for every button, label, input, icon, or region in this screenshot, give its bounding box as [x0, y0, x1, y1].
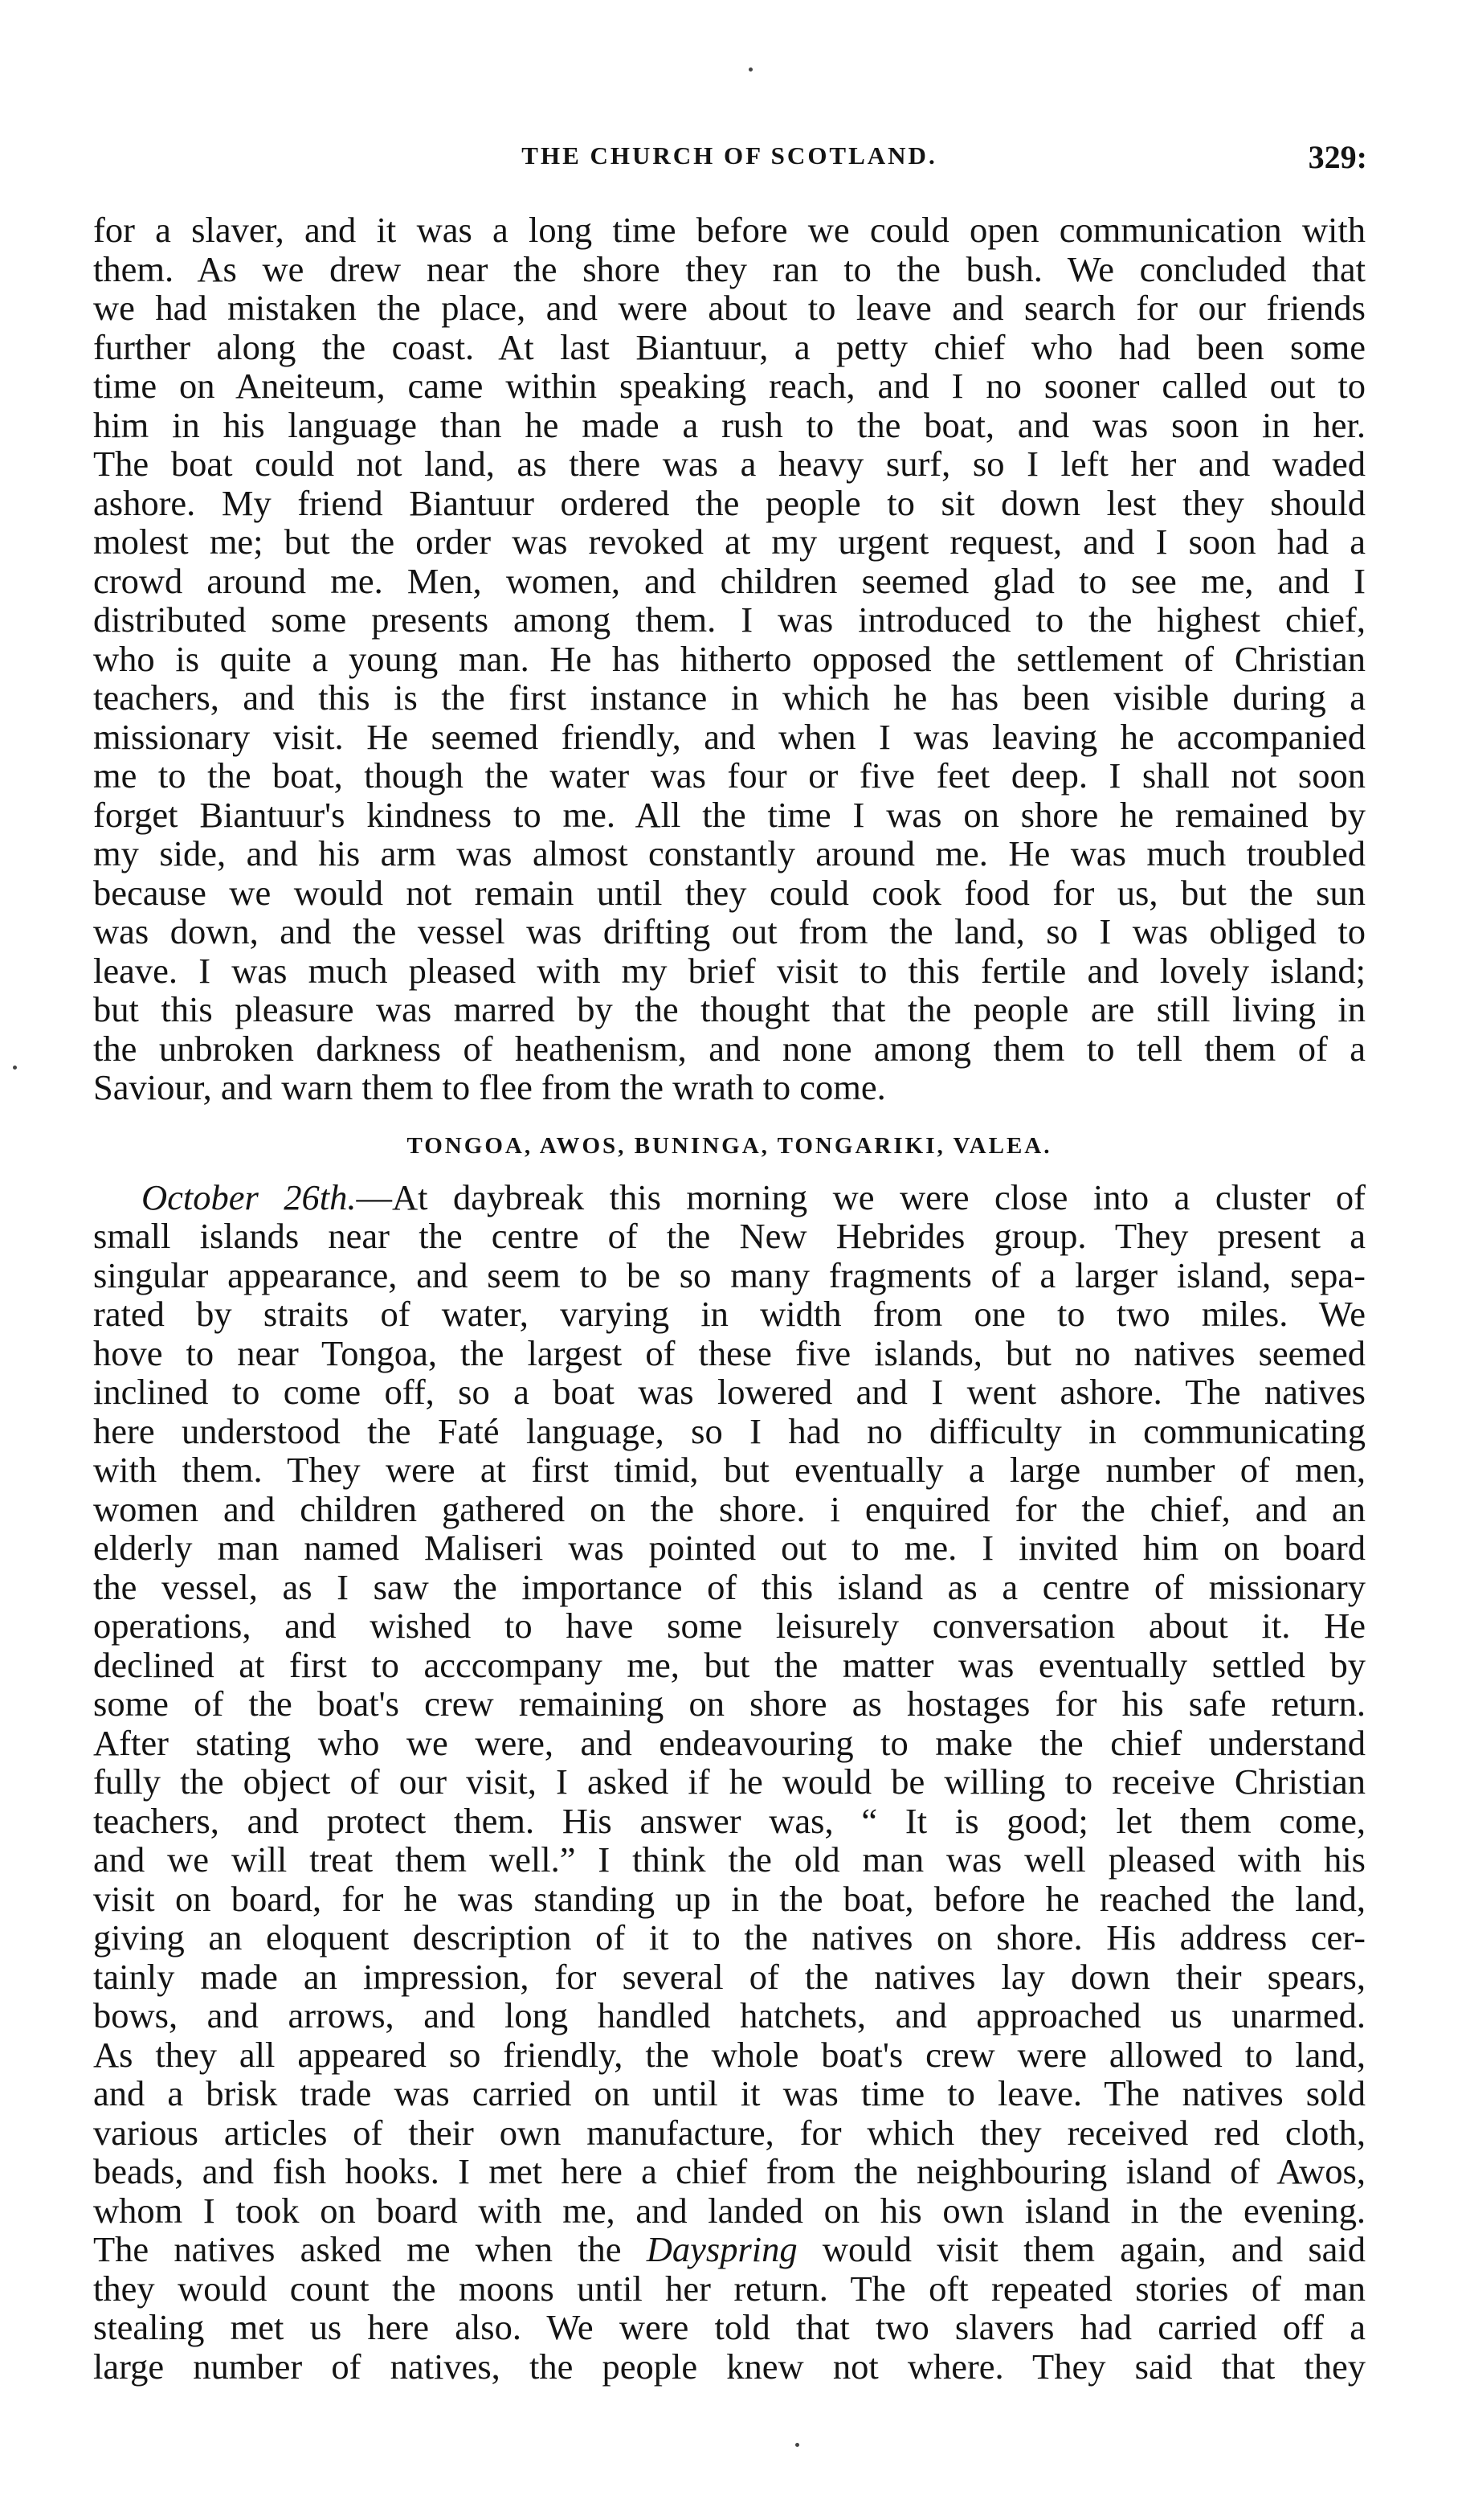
text-line: tainly made an impression, for several of the natives lay down their spears, [93, 1956, 1366, 1997]
text-line: some of the boat's crew remaining on shore as hostages for his safe return. [93, 1683, 1366, 1724]
section-heading: TONGOA, AWOS, BUNINGA, TONGARIKI, VALEA. [406, 1132, 1052, 1159]
text-line: bows, and arrows, and long handled hatchets, and approached us unarmed. [93, 1995, 1366, 2035]
text-line: large number of natives, the people knew not where. They said that they [93, 2346, 1366, 2387]
text-line: the unbroken darkness of heathenism, and none among them to tell them of a [93, 1028, 1366, 1069]
text-line: distributed some presents among them. I was introduced to the highest chief, [93, 599, 1366, 640]
text-line: various articles of their own manufacture, for which they received red cloth, [93, 2112, 1366, 2153]
text-run: would visit them again, and said [797, 2229, 1366, 2269]
printing-speck-top [749, 68, 753, 72]
text-line: for a slaver, and it was a long time before we could open communication with [93, 210, 1366, 250]
text-line-first [93, 1178, 1366, 1217]
text-line: fully the object of our visit, I asked if he would be willing to receive Christian [93, 1761, 1366, 1802]
text-line: singular appearance, and seem to be so many fragments of a larger island, sepa- [93, 1254, 1366, 1295]
text-run: —At daybreak this morning we were close into a cluster of [356, 1176, 1366, 1217]
text-line: because we would not remain until they could cook food for us, but the sun [93, 872, 1366, 913]
body-text [93, 211, 1366, 2386]
paragraph-october [93, 1178, 1366, 2387]
text-line: As they all appeared so friendly, the whole boat's crew were allowed to land, [93, 2034, 1366, 2075]
text-line: but this pleasure was marred by the thought that the people are still living in [93, 989, 1366, 1029]
text-line: and we will treat them well.” I think the old man was well pleased with his [93, 1839, 1366, 1880]
text-line: Saviour, and warn them to flee from the wrath to come. [93, 1067, 886, 1107]
printing-speck-left [13, 1066, 17, 1070]
text-line: declined at first to acccompany me, but the matter was eventually settled by [93, 1644, 1366, 1685]
text-line: we had mistaken the place, and were about to leave and search for our friends [93, 288, 1366, 328]
text-run: The natives asked me when the [93, 2229, 647, 2269]
text-line: who is quite a young man. He has hitherto opposed the settlement of Christian [93, 638, 1366, 679]
text-line: leave. I was much pleased with my brief visit to this fertile and lovely island; [93, 950, 1366, 991]
text-line: me to the boat, though the water was four or five feet deep. I shall not soon [93, 755, 1366, 796]
text-line: visit on board, for he was standing up in the boat, before he reached the land, [93, 1878, 1366, 1919]
ship-name: Dayspring [646, 2229, 798, 2269]
text-line: further along the coast. At last Biantuur, a petty chief who had been some [93, 326, 1366, 367]
running-head: THE CHURCH OF SCOTLAND. [521, 141, 937, 170]
text-line: elderly man named Maliseri was pointed out to me. I invited him on board [93, 1528, 1366, 1568]
paragraph-continued [93, 211, 1366, 1107]
printing-speck-bottom [795, 2443, 799, 2447]
text-line: beads, and fish hooks. I met here a chief from the neighbouring island of Awos, [93, 2151, 1366, 2191]
text-line: them. As we drew near the shore they ran to the bush. We concluded that [93, 248, 1366, 289]
text-line: here understood the Faté language, so I had no difficulty in communicating [93, 1410, 1366, 1451]
page-number: 329: [1308, 139, 1367, 175]
text-line: rated by straits of water, varying in width from one to two miles. We [93, 1294, 1366, 1334]
text-line: After stating who we were, and endeavouring to make the chief understand [93, 1722, 1366, 1763]
date-label: October 26th. [141, 1176, 357, 1217]
text-line: stealing met us here also. We were told that two slavers had carried off a [93, 2307, 1366, 2347]
text-line: operations, and wished to have some leisurely conversation about it. He [93, 1606, 1366, 1646]
text-line: ashore. My friend Biantuur ordered the people to sit down lest they should [93, 482, 1366, 523]
text-line: with them. They were at first timid, but eventually a large number of men, [93, 1450, 1366, 1490]
text-line: they would count the moons until her return. The oft repeated stories of man [93, 2268, 1366, 2309]
text-line: hove to near Tongoa, the largest of these five islands, but no natives seemed [93, 1332, 1366, 1373]
text-line: women and children gathered on the shore. i enquired for the chief, and an [93, 1488, 1366, 1529]
text-line: teachers, and protect them. His answer was, “ It is good; let them come, [93, 1800, 1366, 1841]
text-line: missionary visit. He seemed friendly, and when I was leaving he accompanied [93, 716, 1366, 757]
text-line: my side, and his arm was almost constantly around me. He was much troubled [93, 833, 1366, 873]
text-line: inclined to come off, so a boat was lowered and I went ashore. The natives [93, 1372, 1366, 1412]
text-line: teachers, and this is the first instance in which he has been visible during a [93, 677, 1366, 718]
text-line: him in his language than he made a rush to the boat, and was soon in her. [93, 404, 1366, 445]
text-line: the vessel, as I saw the importance of this island as a centre of missionary [93, 1566, 1366, 1607]
text-line: crowd around me. Men, women, and children seemed glad to see me, and I [93, 560, 1366, 601]
text-line: and a brisk trade was carried on until it was time to leave. The natives sold [93, 2073, 1366, 2113]
text-line: giving an eloquent description of it to the natives on shore. His address cer- [93, 1917, 1366, 1958]
text-line: forget Biantuur's kindness to me. All the time I was on shore he remained by [93, 794, 1366, 835]
text-line: was down, and the vessel was drifting out from the land, so I was obliged to [93, 911, 1366, 951]
text-line: time on Aneiteum, came within speaking reach, and I no sooner called out to [93, 366, 1366, 406]
text-line: whom I took on board with me, and landed on his own island in the evening. [93, 2190, 1366, 2231]
text-line: molest me; but the order was revoked at my urgent request, and I soon had a [93, 522, 1366, 562]
page-header [93, 138, 1366, 178]
text-line: small islands near the centre of the New Hebrides group. They present a [93, 1216, 1366, 1256]
text-line: The boat could not land, as there was a heavy surf, so I left her and waded [93, 444, 1366, 484]
text-line-dayspring [93, 2230, 1366, 2269]
